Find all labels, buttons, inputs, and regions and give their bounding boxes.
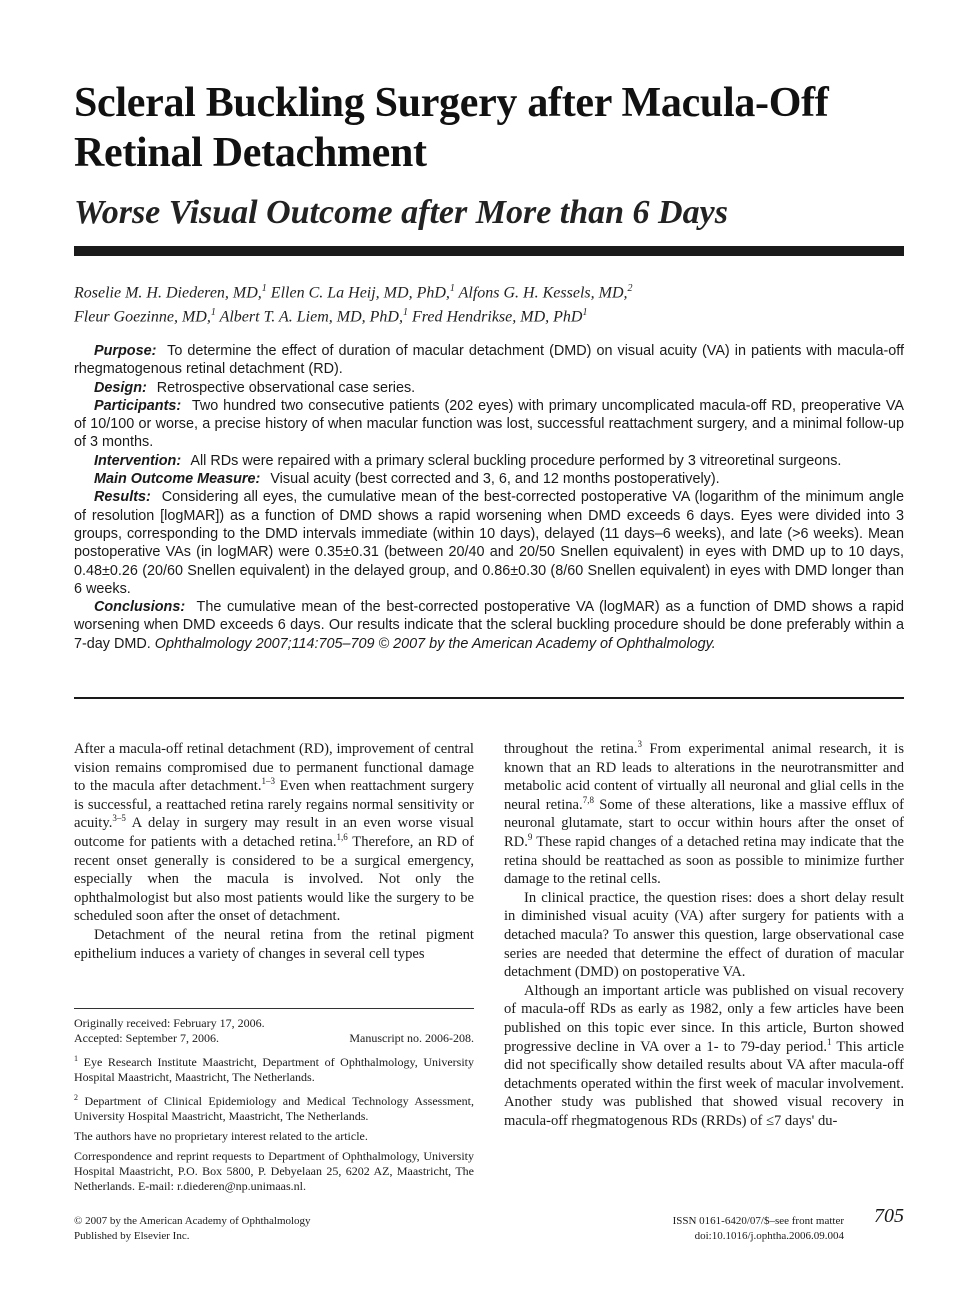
interest-statement: The authors have no proprietary interest related to the article.: [74, 1129, 368, 1143]
article-title: Scleral Buckling Surgery after Macula-Off Retinal Detachment: [74, 80, 829, 176]
abstract-label: Design:: [94, 379, 147, 396]
abstract-label: Results:: [94, 489, 151, 506]
reference-marker: 1,6: [336, 832, 348, 843]
body-text: throughout the retina.: [504, 741, 638, 757]
abstract-text: Considering all eyes, the cumulative mean of the best-corrected postoperative VA (logarithm of the minimum angle of resolution [logMAR]) as a function of DMD shows a rapid worsening when DMD exceeds 6 days. Eyes were divided into 3 groups, corresponding to the DMD intervals immediate (within 10 days), delayed (11 days–6 weeks), and late (>6 weeks). Mean postoperative VAs (in logMAR) were 0.35±0.31 (between 20/40 and 20/50 Snellen equivalent) in eyes with DMD up to 10 days, 0.48±0.26 (20/60 Snellen equivalent) in the delayed group, and 0.86±0.30 (8/60 Snellen equivalent) in eyes with DMD longer than 6 weeks.: [74, 489, 904, 597]
affiliation-marker: 1: [582, 307, 588, 319]
abstract-section: [74, 452, 904, 470]
abstract-label: Conclusions:: [94, 599, 186, 616]
body-paragraph: [504, 889, 904, 982]
received-date: Originally received: February 17, 2006.: [74, 1016, 265, 1030]
body-column-right: [504, 740, 904, 1130]
reference-marker: 1: [826, 1036, 832, 1047]
footer-right: [620, 1214, 844, 1244]
affiliation-marker: 1: [261, 283, 267, 294]
reference-marker: 9: [527, 832, 533, 843]
body-text: Detachment of the neural retina from the retinal pigment epithelium induces a variety of changes in several cell types: [74, 926, 474, 962]
author-name: Roselie M. H. Diederen, MD,: [74, 284, 262, 302]
body-text: In clinical practice, the question rises: does a short delay result in diminished visual acuity (VA) after surgery for patients with a detached macula? To answer this question, large observational case series are needed that determine the effect of duration of macular detachment (DMD) on postoperative VA.: [504, 889, 904, 981]
accepted-date: Accepted: September 7, 2006. Manuscript no. 2006-208.: [74, 1031, 474, 1045]
reference-marker: 3: [637, 739, 643, 750]
author-list: [74, 279, 904, 328]
abstract-text: Visual acuity (best corrected and 3, 6, and 12 months postoperatively).: [270, 471, 720, 488]
abstract: [74, 342, 904, 653]
abstract-text: All RDs were repaired with a primary scleral buckling procedure performed by 3 vitreoretinal surgeons.: [190, 452, 842, 469]
abstract-section: [74, 488, 904, 598]
affiliation-marker: 1: [402, 307, 408, 319]
body-paragraph: [504, 740, 904, 889]
abstract-section: [74, 342, 904, 379]
abstract-text: Retrospective observational case series.: [156, 379, 416, 396]
reference-marker: 1–3: [261, 776, 275, 787]
publisher: Published by Elsevier Inc.: [74, 1230, 190, 1242]
body-column-left: [74, 740, 474, 963]
abstract-text: Two hundred two consecutive patients (202 eyes) with primary uncomplicated macula-off RD, preoperative VA of 10/100 or worse, a precise history of when macular function was lost, successful reattachment surgery, and a minimal follow-up of 3 months.: [74, 397, 904, 451]
abstract-label: Purpose:: [94, 343, 157, 359]
body-text: This article did not specifically show detailed results about VA after macula-off detachments operated within the first week of macular involvement. Another study was published that showed visual recovery in macula-off rhegmatogenous RDs (RRDs) of ≤7 days' du-: [504, 1038, 904, 1129]
body-paragraph: [74, 740, 474, 926]
body-paragraph: [74, 926, 474, 963]
reference-marker: 7,8: [582, 794, 594, 805]
abstract-divider: [74, 697, 904, 699]
reference-marker: 3–5: [112, 813, 126, 824]
affiliation-marker: 1: [210, 307, 216, 319]
body-text: From experimental animal research, it is known that an RD leads to alterations in the neurotransmitter and metabolic acid content of virtually all neuronal and glial cells in the neural retina.: [504, 741, 904, 813]
abstract-label: Main Outcome Measure:: [94, 471, 261, 488]
title-divider: [74, 246, 904, 256]
copyright: © 2007 by the American Academy of Ophthalmology: [74, 1215, 311, 1227]
footnotes: [74, 1016, 474, 1199]
footer-left: [74, 1214, 311, 1244]
author-name: Fred Hendrikse, MD, PhD: [411, 308, 583, 326]
abstract-section: [74, 470, 904, 488]
affiliation-1: $^1$ Eye Research Institute Maastricht, Department of Ophthalmology, University Hospital Maastricht, Maastricht, The Netherlands.: [74, 1054, 474, 1084]
abstract-citation: Ophthalmology 2007;114:705–709 © 2007 by the American Academy of Ophthalmology.: [154, 635, 716, 652]
doi: doi:10.1016/j.ophtha.2006.09.004: [694, 1230, 844, 1242]
affiliation-2: $^2$ Department of Clinical Epidemiology and Medical Technology Assessment, University Hospital Maastricht, Maastricht, The Netherlands.: [74, 1093, 475, 1123]
body-text: Although an important article was published on visual recovery of macula-off RDs as early as 1982, only a few articles have been published on this topic ever since. In this article, Burton showed progressive decline in VA over a 1- to 79-day period.: [504, 982, 904, 1055]
abstract-label: Participants:: [94, 397, 182, 414]
author-name: Fleur Goezinne, MD,: [74, 308, 211, 326]
issn: ISSN 0161-6420/07/$–see front matter: [672, 1215, 844, 1227]
article-subtitle: Worse Visual Outcome after More than 6 Days: [74, 194, 728, 231]
footnote-divider: [74, 1008, 474, 1009]
page-number: 705: [874, 1205, 904, 1227]
body-text: Even when reattachment surgery is successful, a reattached retina rarely regains normal sensitivity or acuity.: [74, 778, 474, 832]
affiliation-marker: 1: [449, 283, 455, 294]
manuscript-number: Manuscript no. 2006-208.: [349, 1031, 474, 1045]
author-name: Alfons G. H. Kessels, MD,: [458, 284, 628, 302]
abstract-text: The cumulative mean of the best-corrected postoperative VA (logMAR) as a function of DMD shows a rapid worsening when DMD exceeds 6 days. Our results indicate that the scleral buckling procedure should be done preferably within a 7-day DMD.: [74, 599, 904, 652]
abstract-text: To determine the effect of duration of macular detachment (DMD) on visual acuity (VA) in patients with macula-off rhegmatogenous retinal detachment (RD).: [74, 343, 904, 378]
body-text: Therefore, an RD of recent onset generally is considered to be a surgical emergency, especially when the macula is involved. Not only the ophthalmologist but also most patients would like the surgery to be scheduled soon after the onset of detachment.: [74, 833, 475, 925]
body-text: Some of these alterations, like a massive efflux of neuronal glutamate, start to occur within hours after the onset of RD.: [504, 796, 904, 850]
affiliation-marker: 2: [627, 283, 633, 294]
body-text: A delay in surgery may result in an even worse visual outcome for patients with a detached retina.: [74, 815, 474, 850]
abstract-section: [74, 379, 904, 397]
body-paragraph: [504, 982, 904, 1131]
correspondence: Correspondence and reprint requests to Department of Ophthalmology, University Hospital Maastricht, P.O. Box 5800, P. Debyelaan 25, 6202 AZ, Maastricht, The Netherlands. E-mail: r.diederen@np.unimaas.nl.: [74, 1149, 474, 1193]
author-name: Albert T. A. Liem, MD, PhD,: [219, 308, 403, 326]
body-text: After a macula-off retinal detachment (RD), improvement of central vision remains compromised due to permanent functional damage to the macula after detachment.: [74, 741, 474, 795]
abstract-section: [74, 397, 904, 452]
abstract-section: [74, 598, 904, 653]
abstract-label: Intervention:: [94, 452, 182, 469]
author-name: Ellen C. La Heij, MD, PhD,: [270, 284, 450, 302]
body-text: These rapid changes of a detached retina may indicate that the retina should be reattached as soon as possible to minimize further damage to the retinal cells.: [504, 833, 904, 888]
